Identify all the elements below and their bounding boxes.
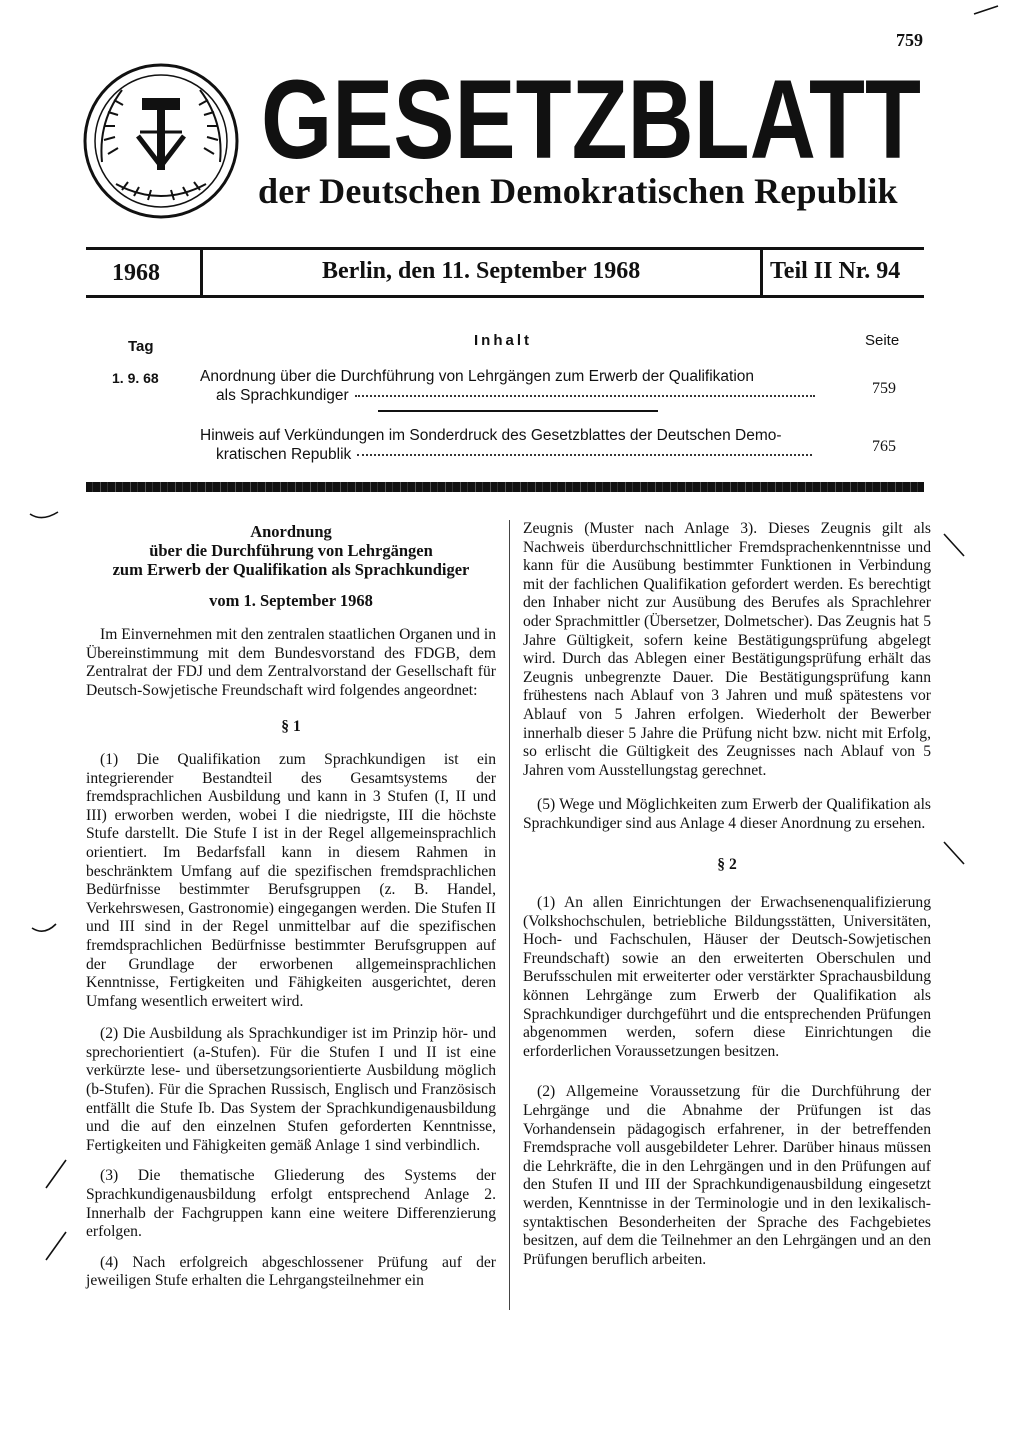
margin-mark bbox=[974, 6, 998, 14]
margin-mark bbox=[46, 1160, 66, 1188]
section1-paragraph3: (3) Die thematische Gliederung des Systems der Sprachkundigenausbildung erfolgt entsprechend Anlage 2. Innerhalb der Fachgruppen kann eine weitere Differenzierung erfolgen. bbox=[86, 1167, 496, 1241]
margin-mark bbox=[32, 924, 56, 931]
toc-entry-title-line2: als Sprachkundiger bbox=[216, 387, 349, 404]
section1-paragraph5: (5) Wege und Möglichkeiten zum Erwerb der Qualifikation als Sprachkundiger sind aus Anlage 4 dieser Anordnung zu ersehen. bbox=[523, 796, 931, 832]
issue-date: Berlin, den 11. September 1968 bbox=[322, 258, 641, 284]
issue-part: Teil II Nr. 94 bbox=[770, 258, 901, 284]
section2-paragraph2: (2) Allgemeine Voraussetzung für die Durchführung der Lehrgänge und die Abnahme der Prüfungen ist das Vorhandensein pädagogisch erfahrener, in der betreffenden Fremdsprache voll ausgebildeter Lehrer. Darüber hinaus müssen die Lehrkräfte, die in den Lehrgängen und in den Prüfungen auf den Stufen II und III der Sprachkundigenausbildung eingesetzt werden, Kenntnisse in der Terminologie und in den lexikalisch-syntaktischen Besonderheiten der Sprache des Fachgebietes besitzen, auf dem die Teilnehmer an den Lehrgängen und an den Prüfungen beruflich arbeiten. bbox=[523, 1083, 931, 1268]
article-title-line2: über die Durchführung von Lehrgängen bbox=[149, 541, 433, 560]
section1-paragraph2: (2) Die Ausbildung als Sprachkundiger ist im Prinzip hör- und sprechorientiert (a-Stufen). Für die Stufen I und II ist eine verkürzte lese- und übersetzungsorientierte Ausbildung möglich (b-Stufen). Für die Sprachen Russisch, Englisch und Französisch entfällt die Stufe Ib. Das System der Sprachkundigenausbildung und die auf den einzelnen Stufen geforderten Kenntnisse, Fertigkeiten und Fähigkeiten gemäß Anlage 1 sind verbindlich. bbox=[86, 1025, 496, 1154]
article-title-line3: zum Erwerb der Qualifikation als Sprachkundiger bbox=[112, 560, 470, 579]
issue-year: 1968 bbox=[112, 260, 160, 286]
section-heading-1: § 1 bbox=[281, 718, 301, 736]
margin-mark bbox=[30, 512, 58, 518]
toc-column-content: Inhalt bbox=[474, 332, 532, 349]
toc-column-day: Tag bbox=[128, 338, 154, 355]
toc-entry-page: 759 bbox=[872, 380, 896, 397]
toc-entry-page: 765 bbox=[872, 438, 896, 455]
toc-entry-title: Anordnung über die Durchführung von Lehrgängen zum Erwerb der Qualifikation bbox=[200, 368, 755, 385]
toc-entry-title: Hinweis auf Verkündungen im Sonderdruck des Gesetzblattes der Deutschen Demo- bbox=[200, 427, 782, 444]
page-number: 759 bbox=[896, 30, 923, 50]
toc-column-page: Seite bbox=[865, 332, 900, 349]
masthead-subtitle: der Deutschen Demokratischen Republik bbox=[258, 171, 898, 211]
toc-entry-title-line2: kratischen Republik bbox=[216, 446, 352, 463]
article-date: vom 1. September 1968 bbox=[209, 591, 373, 610]
toc-entry-day: 1. 9. 68 bbox=[112, 370, 159, 386]
margin-mark bbox=[944, 534, 964, 556]
section2-paragraph1: (1) An allen Einrichtungen der Erwachsenenqualifizierung (Volkshochschulen, betriebliche Bildungsstätten, Universitäten, Hoch- und Fachschulen, Häuser der Deutsch-Sowjetischen Freundschaft) sowie an den erweiterten Oberschulen und Berufsschulen mit erweiterter oder verstärkter Sprachausbildung können Lehrgänge zum Erwerb der Qualifikation als Sprachkundiger durchgeführt und die entsprechenden Prüfungen abgenommen werden, sofern diese Einrichtungen die erforderlichen Voraussetzungen besitzen. bbox=[523, 894, 931, 1060]
article-title: Anordnung bbox=[250, 522, 332, 541]
margin-mark bbox=[46, 1232, 66, 1260]
section1-paragraph4-cont: Zeugnis (Muster nach Anlage 3). Dieses Zeugnis gilt als Nachweis überdurchschnittlicher Fremdsprachenkenntnisse und kann für die Ausübung bestimmter Funktionen in Verbindung mit der fachlichen Qualifikation gefordert werden. Es berechtigt den Inhaber nicht zur Ausübung des Berufes als Sprachlehrer oder Sprachmittler (Übersetzer, Dolmetscher). Das Zeugnis hat 5 Jahre Gültigkeit, sofern keine Bestätigungsprüfung abgelegt wird. Durch das Ablegen einer Bestätigungsprüfung erhält das Zeugnis unbegrenzte Dauer. Die Bestätigungsprüfung kann frühestens nach Ablauf von 3 Jahren und muß spätestens vor Ablauf von 5 Jahren erfolgen. Wiederholt der Bewerber innerhalb dieser 5 Jahre die Prüfung nicht bzw. nicht mit Erfolg, so erlischt die Gültigkeit des Zeugnisses nach Ablauf von 5 Jahren vom Ausstellungstag gerechnet. bbox=[523, 520, 931, 779]
section1-paragraph4: (4) Nach erfolgreich abgeschlossener Prüfung auf der jeweiligen Stufe erhalten die Lehrgangsteilnehmer ein bbox=[86, 1253, 496, 1290]
section-heading-2: § 2 bbox=[717, 855, 737, 873]
masthead-title-text: GESETZBLATT bbox=[261, 57, 921, 182]
article-preamble: Im Einvernehmen mit den zentralen staatlichen Organen und in Übereinstimmung mit dem Bundesvorstand des FDGB, dem Zentralrat der FDJ und dem Zentralvorstand der Gesellschaft für Deutsch-Sowjetische Freundschaft wird folgendes angeordnet: bbox=[86, 626, 496, 699]
margin-mark bbox=[944, 842, 964, 864]
section1-paragraph1: (1) Die Qualifikation zum Sprachkundigen ist ein integrierender Bestandteil des Gesamtsystems der fremdsprachlichen Ausbildung und kann in 3 Stufen (I, II und III) erworben werden, wobei I die niedrigste, III die höchste Stufe darstellt. Die Stufe I ist in der Regel allgemeinsprachlich orientiert. Im Bedarfsfall kann in diesem Rahmen in beschränktem Umfang auf die spezifischen fremdsprachlichen Bedürfnisse bestimmter Berufsgruppen (z. B. Handel, Verkehrswesen, Gastronomie) eingegangen werden. Die Stufen II und III sind in der Regel unmittelbar auf die spezifischen fremdsprachlichen Bedürfnisse bestimmter Berufsgruppen auf der Grundlage der erworbenen allgemeinsprachlichen Kenntnisse, Fertigkeiten und Fähigkeiten ausgerichtet, deren Umfang wesentlich erweitert wird. bbox=[86, 750, 496, 1010]
